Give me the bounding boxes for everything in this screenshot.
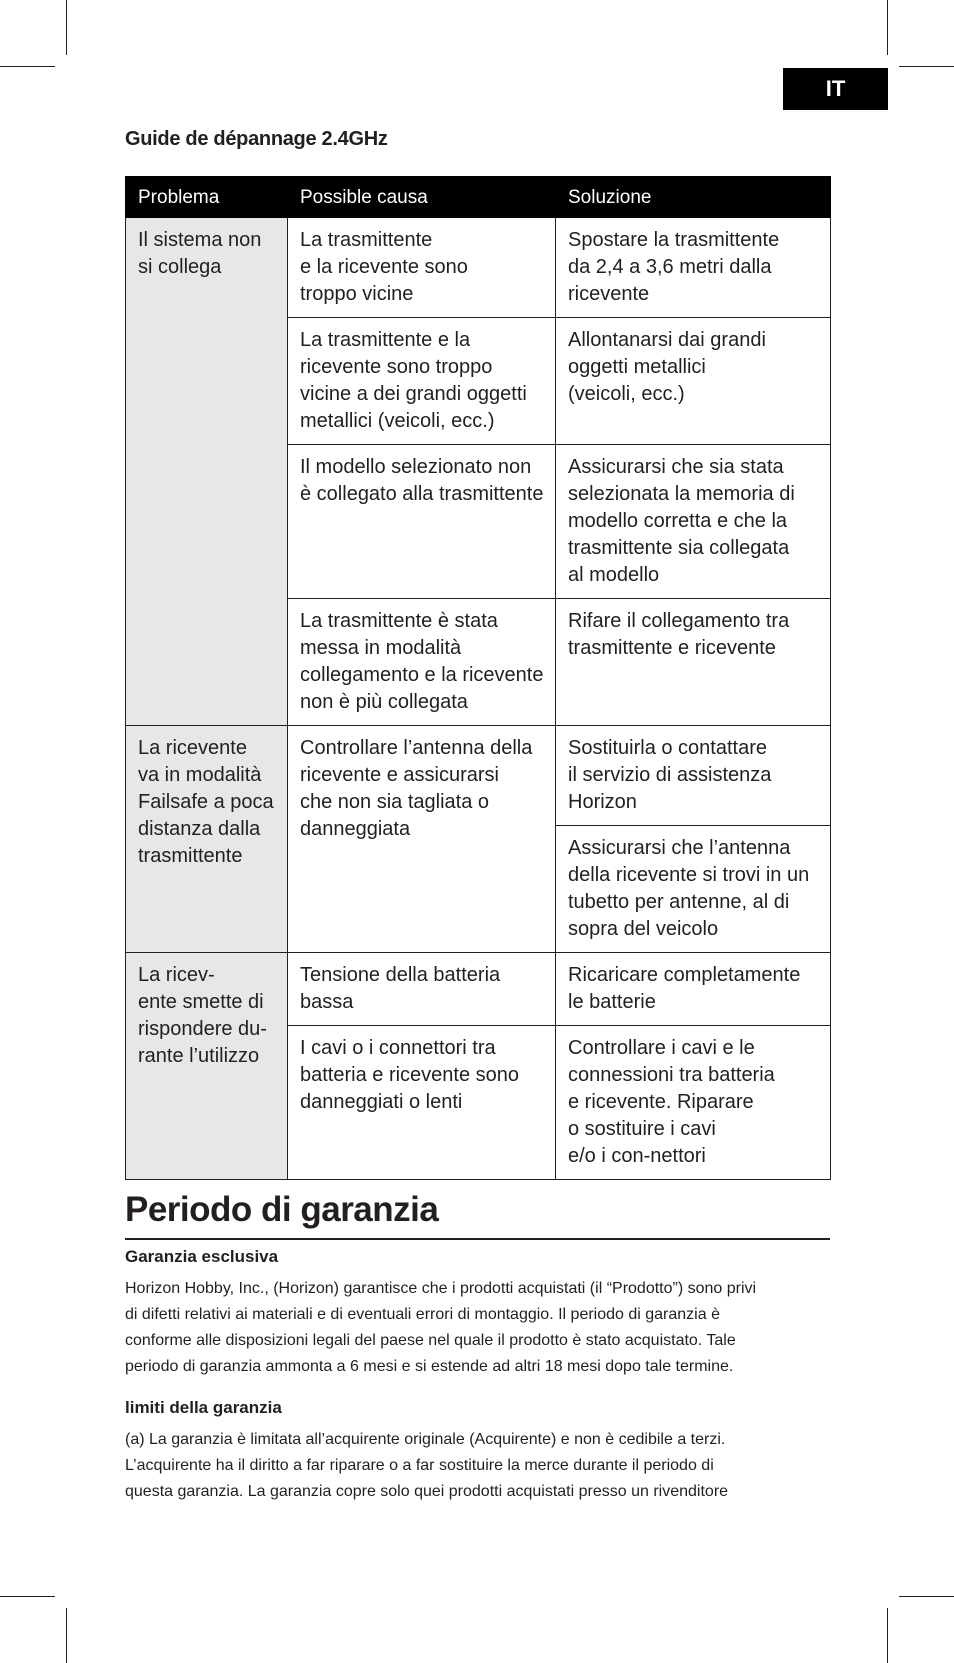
cell-line: Tensione della batteria <box>300 964 501 986</box>
solution-cell <box>556 218 831 318</box>
cell-line: oggetti metallici <box>568 356 706 378</box>
cell-line: o sostituire i cavi <box>568 1118 716 1140</box>
cell-line: va in modalità <box>138 764 262 786</box>
table-row <box>126 218 831 318</box>
cell-line: le batterie <box>568 991 656 1013</box>
cell-line: batteria e ricevente sono <box>300 1064 520 1086</box>
cell-line: al modello <box>568 564 660 586</box>
paragraph-line: L’acquirente ha il diritto a far riparare o a far sostituire la merce durante il periodo di <box>125 1457 714 1474</box>
crop-mark <box>887 1608 888 1663</box>
cause-cell <box>288 599 556 726</box>
cell-line: Il modello selezionato non <box>300 456 532 478</box>
exclusive-warranty-heading: Garanzia esclusiva <box>125 1247 279 1266</box>
solution-cell <box>556 826 831 953</box>
cell-line: trasmittente sia collegata <box>568 537 790 559</box>
paragraph-line: Horizon Hobby, Inc., (Horizon) garantisce che i prodotti acquistati (il “Prodotto”) sono privi <box>125 1280 757 1297</box>
cell-line: vicine a dei grandi oggetti <box>300 383 527 405</box>
cell-line: rante l’utilizzo <box>138 1045 260 1067</box>
cell-line: e/o i con-nettori <box>568 1145 706 1167</box>
header-problem: Problema <box>126 177 288 218</box>
header-solution: Soluzione <box>556 177 831 218</box>
cell-line: ricevente sono troppo <box>300 356 493 378</box>
cell-line: e ricevente. Riparare <box>568 1091 754 1113</box>
crop-mark <box>0 66 55 67</box>
cell-line: della ricevente si trovi in un <box>568 864 810 886</box>
crop-mark <box>887 0 888 55</box>
cause-cell <box>288 445 556 599</box>
solution-cell <box>556 953 831 1026</box>
cell-line: si collega <box>138 256 222 278</box>
cell-line: La ricev- <box>138 964 215 986</box>
cell-line: (veicoli, ecc.) <box>568 383 685 405</box>
cause-cell <box>288 953 556 1026</box>
cell-line: Horizon <box>568 791 637 813</box>
cell-line: Rifare il collegamento tra <box>568 610 790 632</box>
crop-mark <box>899 1596 954 1597</box>
cell-line: Sostituirla o contattare <box>568 737 767 759</box>
solution-cell <box>556 445 831 599</box>
paragraph-line: (a) La garanzia è limitata all’acquirente originale (Acquirente) e non è cedibile a terzi. <box>125 1431 726 1448</box>
cell-line: ente smette di <box>138 991 264 1013</box>
cell-line: sopra del veicolo <box>568 918 719 940</box>
paragraph-line: conforme alle disposizioni legali del paese nel quale il prodotto è stato acquistato. Tale <box>125 1332 736 1349</box>
solution-cell <box>556 318 831 445</box>
paragraph-line: questa garanzia. La garanzia copre solo quei prodotti acquistati presso un rivenditore <box>125 1483 729 1500</box>
cell-line: da 2,4 a 3,6 metri dalla <box>568 256 772 278</box>
warranty-limits-heading: limiti della garanzia <box>125 1398 282 1417</box>
warranty-limits-paragraph <box>125 1427 845 1505</box>
language-tab: IT <box>783 68 888 110</box>
cell-line: modello corretta e che la <box>568 510 788 532</box>
crop-mark <box>66 0 67 55</box>
cell-line: che non sia tagliata o <box>300 791 490 813</box>
title-rule <box>125 1238 830 1240</box>
problem-cell <box>126 726 288 953</box>
cell-line: ricevente <box>568 283 650 305</box>
cell-line: bassa <box>300 991 354 1013</box>
cell-line: La ricevente <box>138 737 247 759</box>
paragraph-line: periodo di garanzia ammonta a 6 mesi e si estende ad altri 18 mesi dopo tale termine. <box>125 1358 734 1375</box>
cell-line: Il sistema non <box>138 229 262 251</box>
cause-cell <box>288 1026 556 1180</box>
cell-line: Assicurarsi che l’antenna <box>568 837 791 859</box>
troubleshooting-table <box>125 176 831 1180</box>
cell-line: collegamento e la ricevente <box>300 664 544 686</box>
cell-line: Failsafe a poca <box>138 791 274 813</box>
troubleshooting-title: Guide de dépannage 2.4GHz <box>125 128 388 150</box>
cell-line: tubetto per antenne, al di <box>568 891 790 913</box>
crop-mark <box>0 1596 55 1597</box>
cell-line: il servizio di assistenza <box>568 764 772 786</box>
cell-line: Spostare la trasmittente <box>568 229 780 251</box>
cell-line: La trasmittente e la <box>300 329 471 351</box>
header-cause: Possible causa <box>288 177 556 218</box>
cell-line: La trasmittente <box>300 229 433 251</box>
paragraph-line: di difetti relativi ai materiali e di eventuali errori di montaggio. Il periodo di garanzia è <box>125 1306 720 1323</box>
cell-line: Allontanarsi dai grandi <box>568 329 766 351</box>
cell-line: messa in modalità <box>300 637 462 659</box>
cell-line: trasmittente <box>138 845 243 867</box>
problem-cell <box>126 953 288 1180</box>
cell-line: distanza dalla <box>138 818 261 840</box>
solution-cell <box>556 726 831 826</box>
table-row <box>126 726 831 826</box>
cell-line: e la ricevente sono <box>300 256 468 278</box>
cell-line: ricevente e assicurarsi <box>300 764 499 786</box>
problem-cell <box>126 218 288 726</box>
cell-line: trasmittente e ricevente <box>568 637 776 659</box>
cause-cell <box>288 218 556 318</box>
cell-line: Controllare l’antenna della <box>300 737 533 759</box>
cell-line: danneggiata <box>300 818 411 840</box>
solution-cell <box>556 1026 831 1180</box>
table-header-row <box>126 177 831 218</box>
solution-cell <box>556 599 831 726</box>
cell-line: rispondere du- <box>138 1018 267 1040</box>
cell-line: selezionata la memoria di <box>568 483 795 505</box>
cell-line: connessioni tra batteria <box>568 1064 775 1086</box>
cell-line: è collegato alla trasmittente <box>300 483 544 505</box>
cell-line: Assicurarsi che sia stata <box>568 456 784 478</box>
table-row <box>126 953 831 1026</box>
cause-cell <box>288 318 556 445</box>
cell-line: troppo vicine <box>300 283 414 305</box>
cell-line: metallici (veicoli, ecc.) <box>300 410 495 432</box>
cell-line: Ricaricare completamente <box>568 964 801 986</box>
cell-line: Controllare i cavi e le <box>568 1037 755 1059</box>
exclusive-warranty-paragraph <box>125 1276 845 1380</box>
crop-mark <box>899 66 954 67</box>
cell-line: non è più collegata <box>300 691 468 713</box>
cell-line: danneggiati o lenti <box>300 1091 463 1113</box>
cause-cell <box>288 726 556 953</box>
crop-mark <box>66 1608 67 1663</box>
cell-line: La trasmittente è stata <box>300 610 498 632</box>
cell-line: I cavi o i connettori tra <box>300 1037 496 1059</box>
warranty-title: Periodo di garanzia <box>125 1190 439 1229</box>
